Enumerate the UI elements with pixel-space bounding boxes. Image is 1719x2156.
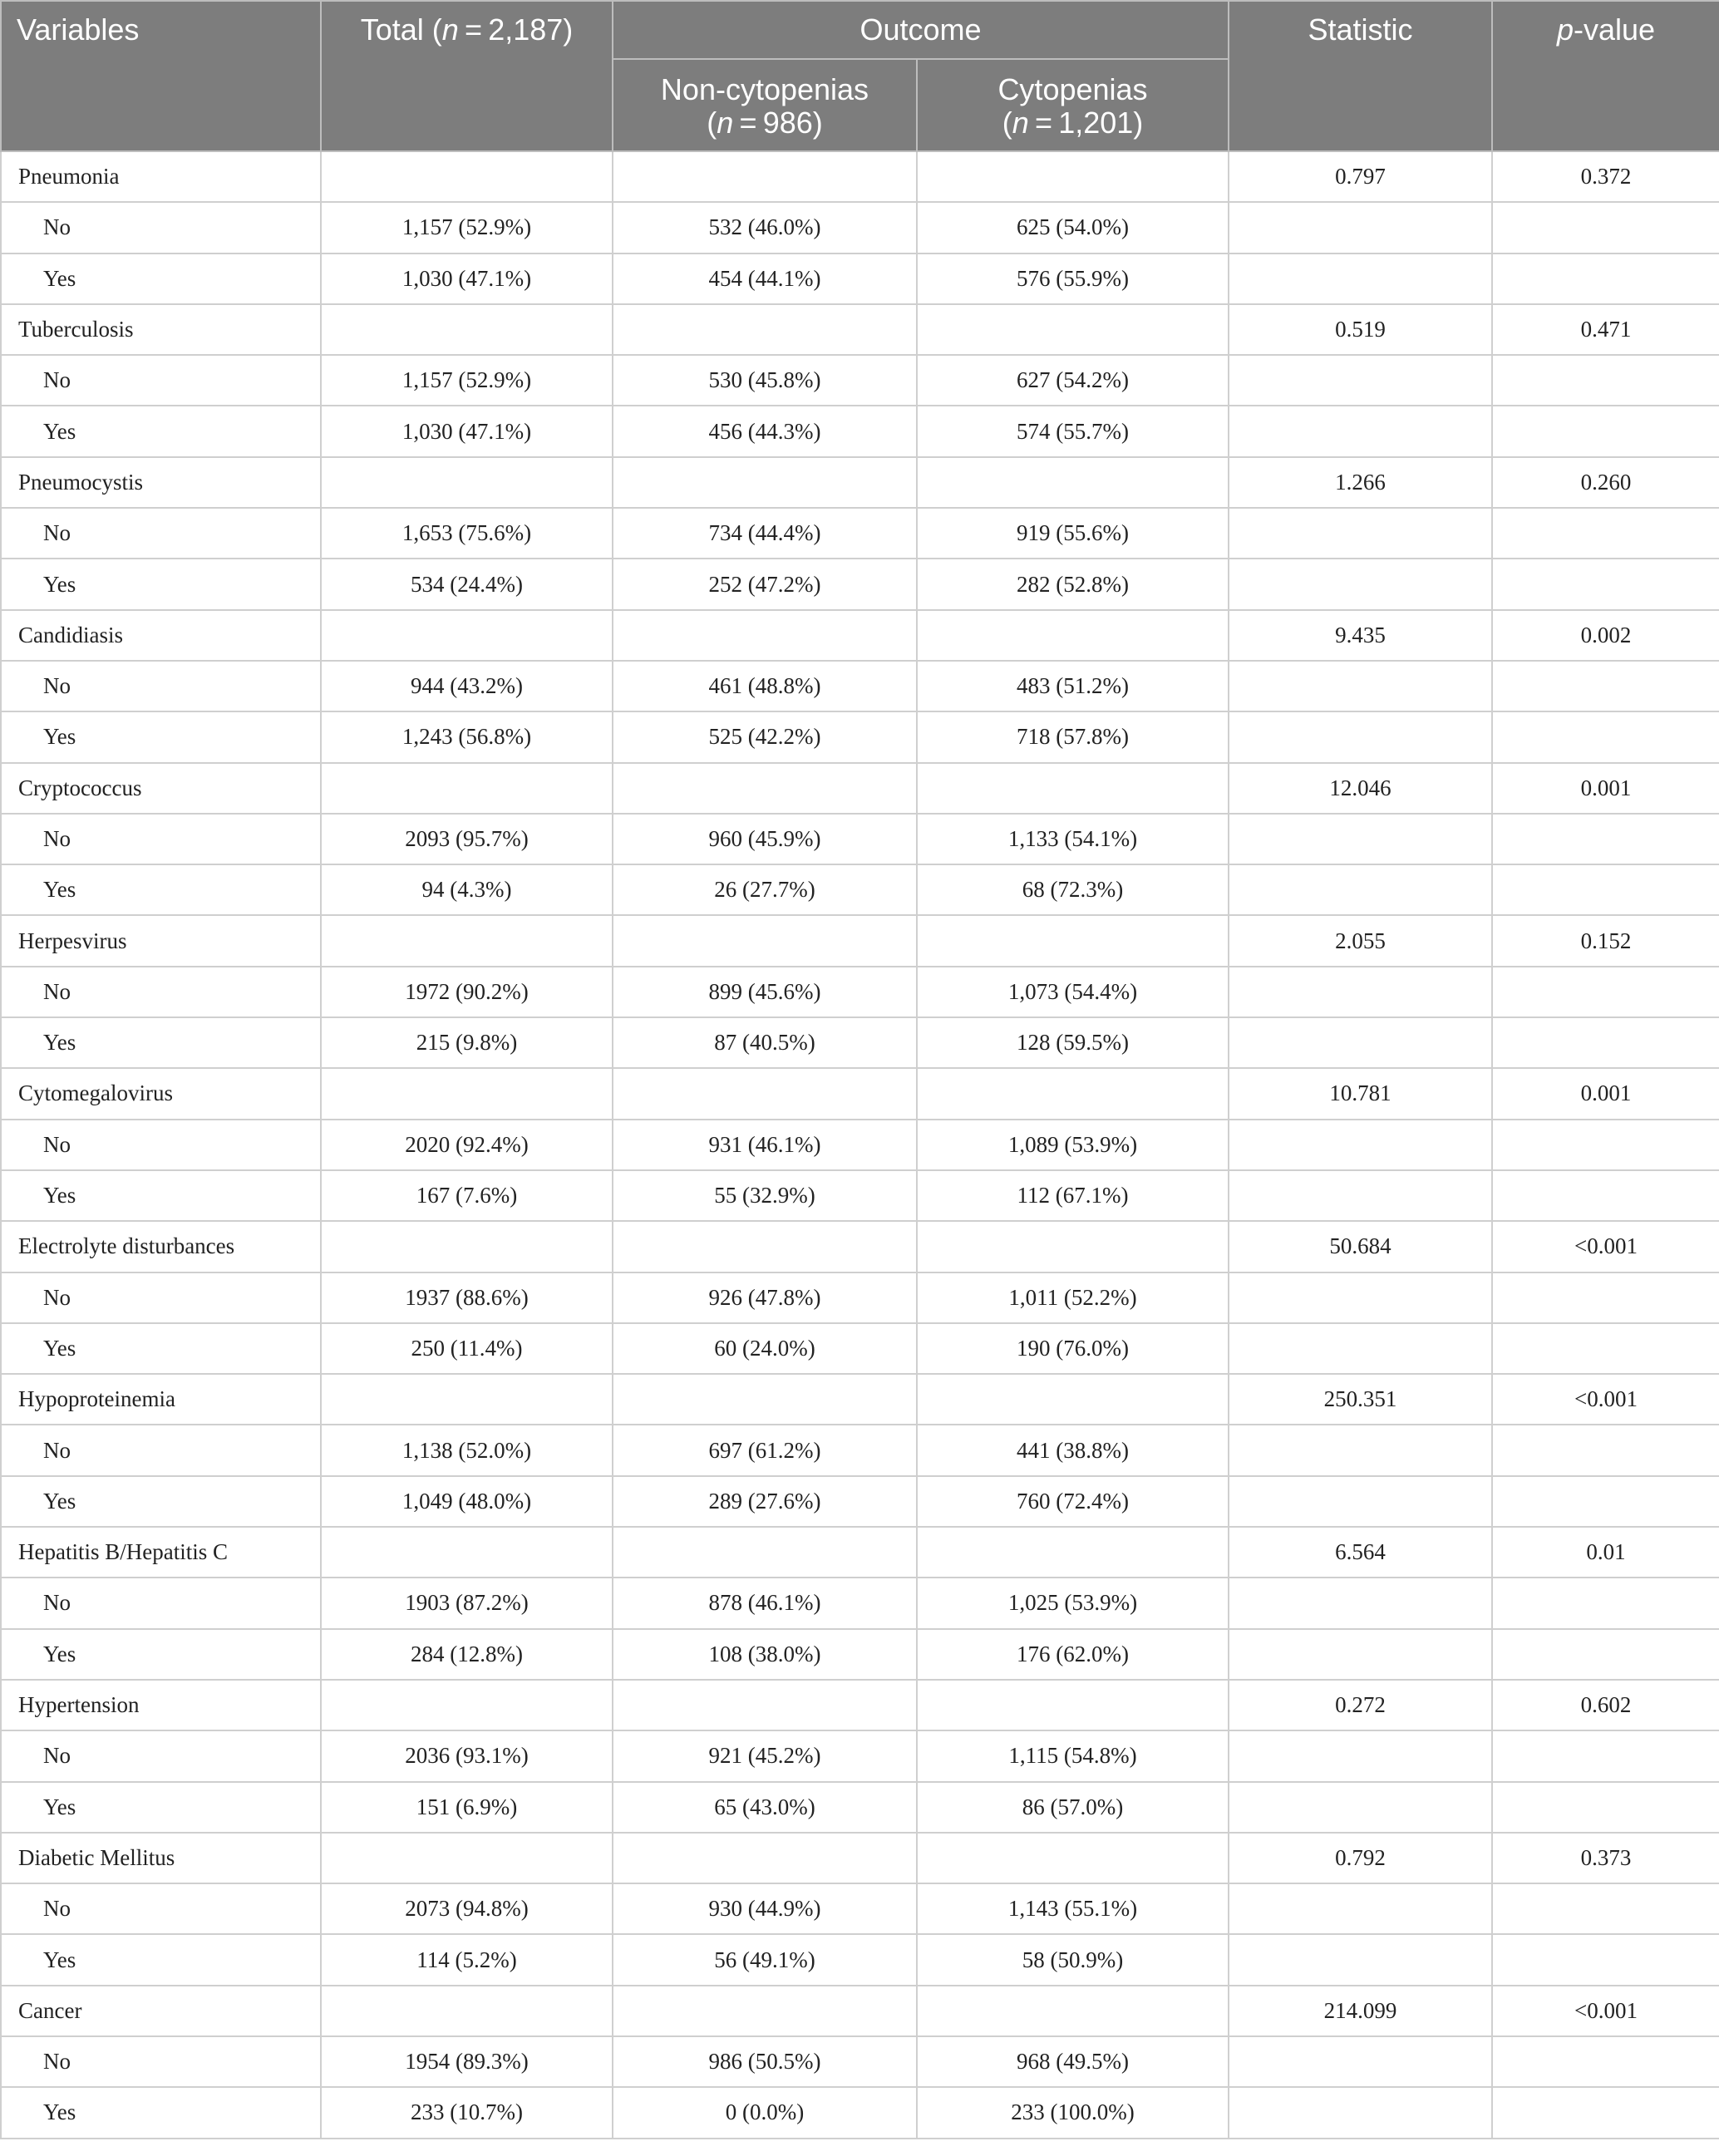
cytopenias-cell: 1,089 (53.9%) [917, 1120, 1229, 1170]
table-row-variable [1, 1068, 1719, 1119]
empty-cell [321, 151, 613, 202]
empty-cell [321, 1527, 613, 1578]
empty-cell [917, 763, 1229, 814]
cytopenias-cell: 627 (54.2%) [917, 355, 1229, 406]
non-cytopenias-cell: 56 (49.1%) [613, 1934, 917, 1985]
non-cytopenias-cell: 921 (45.2%) [613, 1730, 917, 1781]
empty-cell [1492, 406, 1719, 456]
empty-cell [613, 1374, 917, 1425]
total-cell: 1,138 (52.0%) [321, 1425, 613, 1475]
cytopenias-cell: 112 (67.1%) [917, 1170, 1229, 1221]
variable-name-cell: Hypoproteinemia [1, 1374, 321, 1425]
total-cell: 114 (5.2%) [321, 1934, 613, 1985]
variable-name-cell: Electrolyte disturbances [1, 1221, 321, 1272]
total-cell: 534 (24.4%) [321, 559, 613, 609]
table-row-level [1, 1578, 1719, 1628]
empty-cell [1492, 254, 1719, 304]
level-label-cell: Yes [1, 1476, 321, 1527]
empty-cell [917, 610, 1229, 661]
cytopenias-cell: 441 (38.8%) [917, 1425, 1229, 1475]
empty-cell [1229, 559, 1492, 609]
non-cytopenias-cell: 899 (45.6%) [613, 967, 917, 1017]
empty-cell [1229, 1272, 1492, 1323]
level-label-cell: No [1, 202, 321, 253]
non-cytopenias-cell: 960 (45.9%) [613, 814, 917, 864]
total-cell: 944 (43.2%) [321, 661, 613, 711]
table-row-level [1, 1272, 1719, 1323]
empty-cell [613, 1527, 917, 1578]
empty-cell [917, 1374, 1229, 1425]
empty-cell [1492, 1730, 1719, 1781]
non-cytopenias-cell: 461 (48.8%) [613, 661, 917, 711]
empty-cell [1229, 864, 1492, 915]
pvalue-cell: 0.001 [1492, 763, 1719, 814]
empty-cell [1229, 2087, 1492, 2138]
empty-cell [1229, 967, 1492, 1017]
empty-cell [613, 151, 917, 202]
variable-name-cell: Diabetic Mellitus [1, 1833, 321, 1883]
empty-cell [321, 1986, 613, 2036]
table-row-level [1, 1170, 1719, 1221]
variable-name-cell: Hepatitis B/Hepatitis C [1, 1527, 321, 1578]
non-cytopenias-cell: 55 (32.9%) [613, 1170, 917, 1221]
level-label-cell: Yes [1, 1782, 321, 1833]
level-label-cell: No [1, 814, 321, 864]
level-label-cell: Yes [1, 1934, 321, 1985]
table-row-variable [1, 151, 1719, 202]
cytopenias-cell: 760 (72.4%) [917, 1476, 1229, 1527]
empty-cell [321, 304, 613, 355]
level-label-cell: Yes [1, 559, 321, 609]
variable-name-cell: Tuberculosis [1, 304, 321, 355]
level-label-cell: Yes [1, 864, 321, 915]
table-row-variable [1, 1833, 1719, 1883]
cytopenias-cell: 58 (50.9%) [917, 1934, 1229, 1985]
table-row-level [1, 1730, 1719, 1781]
total-cell: 1937 (88.6%) [321, 1272, 613, 1323]
empty-cell [1492, 1578, 1719, 1628]
level-label-cell: No [1, 1883, 321, 1934]
statistic-cell: 0.797 [1229, 151, 1492, 202]
table-row-level [1, 1017, 1719, 1068]
pvalue-cell: 0.01 [1492, 1527, 1719, 1578]
total-cell: 233 (10.7%) [321, 2087, 613, 2138]
statistic-cell: 50.684 [1229, 1221, 1492, 1272]
non-cytopenias-cell: 532 (46.0%) [613, 202, 917, 253]
empty-cell [1492, 711, 1719, 762]
empty-cell [917, 151, 1229, 202]
empty-cell [321, 1374, 613, 1425]
level-label-cell: No [1, 508, 321, 559]
empty-cell [613, 1680, 917, 1730]
empty-cell [1492, 2087, 1719, 2138]
non-cytopenias-cell: 931 (46.1%) [613, 1120, 917, 1170]
table-row-level [1, 1782, 1719, 1833]
total-cell: 167 (7.6%) [321, 1170, 613, 1221]
cytopenias-cell: 576 (55.9%) [917, 254, 1229, 304]
empty-cell [1229, 254, 1492, 304]
empty-cell [917, 1833, 1229, 1883]
cytopenias-cell: 1,025 (53.9%) [917, 1578, 1229, 1628]
non-cytopenias-cell: 930 (44.9%) [613, 1883, 917, 1934]
non-cytopenias-cell: 878 (46.1%) [613, 1578, 917, 1628]
empty-cell [321, 1833, 613, 1883]
table-row-level [1, 406, 1719, 456]
empty-cell [321, 1680, 613, 1730]
non-cytopenias-cell: 734 (44.4%) [613, 508, 917, 559]
variable-name-cell: Cancer [1, 1986, 321, 2036]
header-total: Total (n = 2,187) [321, 1, 613, 151]
cytopenias-cell: 86 (57.0%) [917, 1782, 1229, 1833]
empty-cell [917, 1527, 1229, 1578]
empty-cell [1229, 1170, 1492, 1221]
empty-cell [1229, 1782, 1492, 1833]
statistic-cell: 0.519 [1229, 304, 1492, 355]
variable-name-cell: Herpesvirus [1, 915, 321, 966]
table-row-variable [1, 1527, 1719, 1578]
empty-cell [613, 610, 917, 661]
cytopenias-cell: 574 (55.7%) [917, 406, 1229, 456]
non-cytopenias-cell: 60 (24.0%) [613, 1323, 917, 1374]
statistic-cell: 10.781 [1229, 1068, 1492, 1119]
empty-cell [1229, 1883, 1492, 1934]
empty-cell [917, 915, 1229, 966]
empty-cell [1492, 1629, 1719, 1680]
total-cell: 1,157 (52.9%) [321, 202, 613, 253]
empty-cell [1492, 202, 1719, 253]
table-row-variable [1, 457, 1719, 508]
cytopenias-n: (n = 1,201) [1002, 106, 1144, 140]
table-row-level [1, 2036, 1719, 2087]
empty-cell [1229, 355, 1492, 406]
header-cytopenias [917, 59, 1229, 151]
empty-cell [1229, 1425, 1492, 1475]
empty-cell [1229, 1730, 1492, 1781]
table-row-level [1, 1883, 1719, 1934]
table-row-variable [1, 1221, 1719, 1272]
non-cytopenias-cell: 986 (50.5%) [613, 2036, 917, 2087]
empty-cell [1229, 202, 1492, 253]
level-label-cell: No [1, 1578, 321, 1628]
pvalue-cell: 0.002 [1492, 610, 1719, 661]
empty-cell [1229, 1578, 1492, 1628]
cytopenias-cell: 968 (49.5%) [917, 2036, 1229, 2087]
empty-cell [917, 304, 1229, 355]
total-cell: 1972 (90.2%) [321, 967, 613, 1017]
empty-cell [321, 457, 613, 508]
non-cytopenias-cell: 26 (27.7%) [613, 864, 917, 915]
empty-cell [1492, 1170, 1719, 1221]
empty-cell [321, 1068, 613, 1119]
non-cytopenias-cell: 289 (27.6%) [613, 1476, 917, 1527]
table-row-level [1, 508, 1719, 559]
level-label-cell: No [1, 1272, 321, 1323]
level-label-cell: No [1, 1120, 321, 1170]
empty-cell [613, 1068, 917, 1119]
empty-cell [1229, 406, 1492, 456]
pvalue-cell: 0.152 [1492, 915, 1719, 966]
statistic-cell: 9.435 [1229, 610, 1492, 661]
statistic-cell: 250.351 [1229, 1374, 1492, 1425]
non-cytopenias-cell: 926 (47.8%) [613, 1272, 917, 1323]
cytopenias-cell: 718 (57.8%) [917, 711, 1229, 762]
header-pvalue: p-value [1492, 1, 1719, 151]
table-row-variable [1, 915, 1719, 966]
empty-cell [1229, 661, 1492, 711]
table-row-level [1, 1934, 1719, 1985]
empty-cell [613, 304, 917, 355]
table-row-level [1, 1476, 1719, 1527]
statistic-cell: 214.099 [1229, 1986, 1492, 2036]
non-cytopenias-cell: 87 (40.5%) [613, 1017, 917, 1068]
cytopenias-cell: 190 (76.0%) [917, 1323, 1229, 1374]
empty-cell [917, 457, 1229, 508]
pvalue-cell: 0.001 [1492, 1068, 1719, 1119]
level-label-cell: Yes [1, 406, 321, 456]
empty-cell [1492, 1323, 1719, 1374]
total-cell: 1,030 (47.1%) [321, 406, 613, 456]
statistic-cell: 0.272 [1229, 1680, 1492, 1730]
cytopenias-cell: 282 (52.8%) [917, 559, 1229, 609]
table-row-level [1, 814, 1719, 864]
empty-cell [1492, 1272, 1719, 1323]
cytopenias-cell: 483 (51.2%) [917, 661, 1229, 711]
level-label-cell: No [1, 2036, 321, 2087]
table-row-level [1, 254, 1719, 304]
pvalue-cell: <0.001 [1492, 1221, 1719, 1272]
non-cytopenias-n: (n = 986) [707, 106, 823, 140]
empty-cell [1229, 1017, 1492, 1068]
empty-cell [613, 763, 917, 814]
table-row-level [1, 1323, 1719, 1374]
cytopenias-cell: 1,011 (52.2%) [917, 1272, 1229, 1323]
total-cell: 1,030 (47.1%) [321, 254, 613, 304]
table-header [1, 1, 1719, 151]
total-cell: 2036 (93.1%) [321, 1730, 613, 1781]
table-row-variable [1, 610, 1719, 661]
total-cell: 1,157 (52.9%) [321, 355, 613, 406]
empty-cell [1492, 1782, 1719, 1833]
empty-cell [613, 1221, 917, 1272]
empty-cell [321, 915, 613, 966]
table-row-variable [1, 1680, 1719, 1730]
table-row-level [1, 202, 1719, 253]
table-row-variable [1, 763, 1719, 814]
table-row-level [1, 2087, 1719, 2138]
level-label-cell: No [1, 661, 321, 711]
empty-cell [1492, 967, 1719, 1017]
header-non-cytopenias [613, 59, 917, 151]
empty-cell [1492, 1934, 1719, 1985]
cytopenias-label: Cytopenias [997, 72, 1148, 106]
empty-cell [321, 610, 613, 661]
non-cytopenias-cell: 108 (38.0%) [613, 1629, 917, 1680]
table-row-level [1, 559, 1719, 609]
cytopenias-cell: 1,143 (55.1%) [917, 1883, 1229, 1934]
empty-cell [1492, 864, 1719, 915]
pvalue-cell: <0.001 [1492, 1374, 1719, 1425]
header-variables: Variables [1, 1, 321, 151]
total-cell: 284 (12.8%) [321, 1629, 613, 1680]
table-row-variable [1, 304, 1719, 355]
statistic-cell: 2.055 [1229, 915, 1492, 966]
table-row-level [1, 967, 1719, 1017]
level-label-cell: Yes [1, 711, 321, 762]
cytopenias-cell: 625 (54.0%) [917, 202, 1229, 253]
table-row-level [1, 661, 1719, 711]
total-cell: 1,243 (56.8%) [321, 711, 613, 762]
level-label-cell: No [1, 1730, 321, 1781]
total-cell: 2093 (95.7%) [321, 814, 613, 864]
pvalue-cell: 0.602 [1492, 1680, 1719, 1730]
non-cytopenias-cell: 456 (44.3%) [613, 406, 917, 456]
empty-cell [917, 1221, 1229, 1272]
total-cell: 250 (11.4%) [321, 1323, 613, 1374]
pvalue-cell: 0.471 [1492, 304, 1719, 355]
empty-cell [917, 1068, 1229, 1119]
table-row-level [1, 1120, 1719, 1170]
variable-name-cell: Cytomegalovirus [1, 1068, 321, 1119]
level-label-cell: Yes [1, 2087, 321, 2138]
empty-cell [1229, 711, 1492, 762]
total-cell: 151 (6.9%) [321, 1782, 613, 1833]
variable-name-cell: Pneumocystis [1, 457, 321, 508]
empty-cell [1229, 1629, 1492, 1680]
empty-cell [1229, 1476, 1492, 1527]
pvalue-cell: 0.373 [1492, 1833, 1719, 1883]
header-statistic: Statistic [1229, 1, 1492, 151]
empty-cell [1492, 559, 1719, 609]
empty-cell [1492, 1425, 1719, 1475]
statistic-cell: 0.792 [1229, 1833, 1492, 1883]
variable-name-cell: Cryptococcus [1, 763, 321, 814]
level-label-cell: No [1, 355, 321, 406]
level-label-cell: Yes [1, 1170, 321, 1221]
total-cell: 1,049 (48.0%) [321, 1476, 613, 1527]
empty-cell [1492, 1017, 1719, 1068]
cytopenias-cell: 1,133 (54.1%) [917, 814, 1229, 864]
total-cell: 2020 (92.4%) [321, 1120, 613, 1170]
pvalue-cell: <0.001 [1492, 1986, 1719, 2036]
empty-cell [1229, 1934, 1492, 1985]
empty-cell [321, 1221, 613, 1272]
cytopenias-cell: 176 (62.0%) [917, 1629, 1229, 1680]
statistic-cell: 12.046 [1229, 763, 1492, 814]
empty-cell [1492, 661, 1719, 711]
level-label-cell: No [1, 1425, 321, 1475]
total-cell: 1954 (89.3%) [321, 2036, 613, 2087]
total-cell: 1,653 (75.6%) [321, 508, 613, 559]
empty-cell [1229, 814, 1492, 864]
total-cell: 2073 (94.8%) [321, 1883, 613, 1934]
empty-cell [1492, 2036, 1719, 2087]
variable-name-cell: Pneumonia [1, 151, 321, 202]
table-row-level [1, 864, 1719, 915]
table-row-variable [1, 1374, 1719, 1425]
cytopenias-cell: 1,073 (54.4%) [917, 967, 1229, 1017]
non-cytopenias-label: Non-cytopenias [660, 72, 869, 106]
empty-cell [1492, 814, 1719, 864]
empty-cell [917, 1986, 1229, 2036]
table-row-level [1, 1629, 1719, 1680]
cytopenias-cell: 68 (72.3%) [917, 864, 1229, 915]
non-cytopenias-cell: 525 (42.2%) [613, 711, 917, 762]
header-outcome: Outcome [613, 1, 1229, 59]
statistic-cell: 6.564 [1229, 1527, 1492, 1578]
empty-cell [1229, 2036, 1492, 2087]
empty-cell [1492, 1883, 1719, 1934]
variable-name-cell: Candidiasis [1, 610, 321, 661]
empty-cell [613, 457, 917, 508]
non-cytopenias-cell: 454 (44.1%) [613, 254, 917, 304]
empty-cell [1492, 508, 1719, 559]
empty-cell [321, 763, 613, 814]
cytopenias-cell: 919 (55.6%) [917, 508, 1229, 559]
empty-cell [613, 915, 917, 966]
empty-cell [613, 1986, 917, 2036]
empty-cell [1229, 1120, 1492, 1170]
empty-cell [1492, 1476, 1719, 1527]
cytopenias-cell: 128 (59.5%) [917, 1017, 1229, 1068]
cytopenias-cell: 1,115 (54.8%) [917, 1730, 1229, 1781]
non-cytopenias-cell: 65 (43.0%) [613, 1782, 917, 1833]
empty-cell [1229, 1323, 1492, 1374]
non-cytopenias-cell: 0 (0.0%) [613, 2087, 917, 2138]
variable-name-cell: Hypertension [1, 1680, 321, 1730]
non-cytopenias-cell: 697 (61.2%) [613, 1425, 917, 1475]
total-cell: 1903 (87.2%) [321, 1578, 613, 1628]
table-row-level [1, 355, 1719, 406]
cytopenias-cell: 233 (100.0%) [917, 2087, 1229, 2138]
level-label-cell: Yes [1, 254, 321, 304]
level-label-cell: Yes [1, 1323, 321, 1374]
empty-cell [1492, 1120, 1719, 1170]
total-cell: 94 (4.3%) [321, 864, 613, 915]
total-cell: 215 (9.8%) [321, 1017, 613, 1068]
empty-cell [613, 1833, 917, 1883]
table-row-level [1, 1425, 1719, 1475]
table-row-variable [1, 1986, 1719, 2036]
empty-cell [1229, 508, 1492, 559]
level-label-cell: Yes [1, 1017, 321, 1068]
pvalue-cell: 0.372 [1492, 151, 1719, 202]
empty-cell [1492, 355, 1719, 406]
level-label-cell: Yes [1, 1629, 321, 1680]
empty-cell [917, 1680, 1229, 1730]
non-cytopenias-cell: 252 (47.2%) [613, 559, 917, 609]
non-cytopenias-cell: 530 (45.8%) [613, 355, 917, 406]
level-label-cell: No [1, 967, 321, 1017]
table-row-level [1, 711, 1719, 762]
table-body [1, 151, 1719, 2139]
statistic-cell: 1.266 [1229, 457, 1492, 508]
pvalue-cell: 0.260 [1492, 457, 1719, 508]
